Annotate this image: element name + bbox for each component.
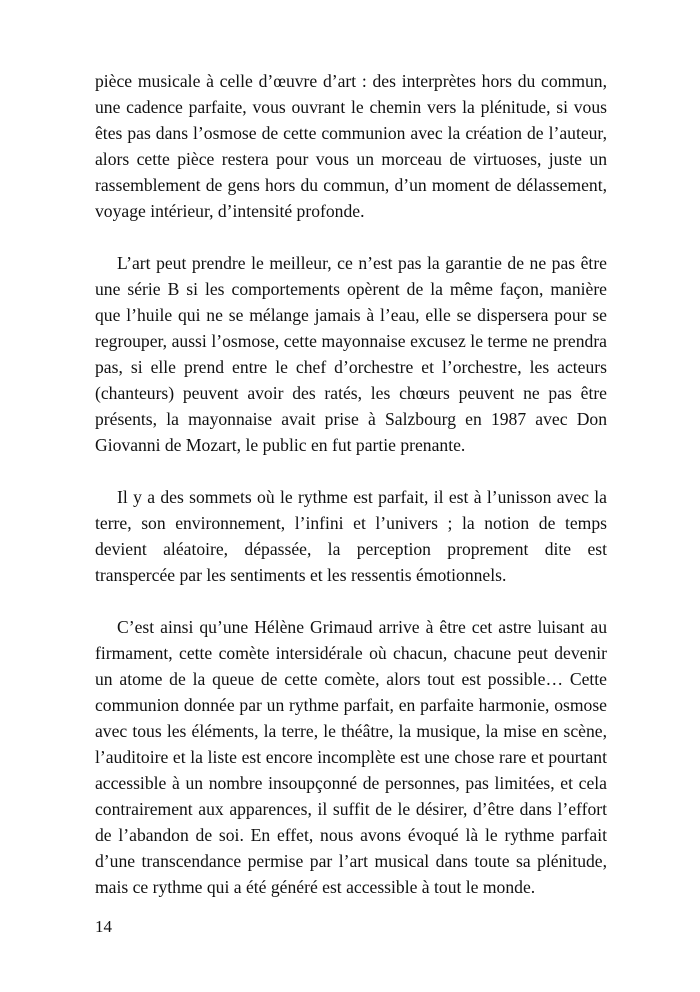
paragraph-continuation: pièce musicale à celle d’œuvre d’art : des interprètes hors du commun, une cadence parfaite, vous ouvrant le chemin vers la plénitude, si vous êtes pas dans l’osmose de cette communion avec la création de l’auteur, alors cette pièce restera pour vous un morceau de virtuoses, juste un rassemblement de gens hors du commun, d’un moment de délassement, voyage intérieur, d’intensité profonde. xyxy=(95,71,607,221)
paragraph-perfect-rhythm: Il y a des sommets où le rythme est parfait, il est à l’unisson avec la terre, son environnement, l’infini et l’univers ; la notion de temps devient aléatoire, dépassée, la perception proprement dite est transpercée par les sentiments et les ressentis émotionnels. xyxy=(95,487,607,585)
page-number: 14 xyxy=(95,917,112,936)
body-text xyxy=(95,68,607,900)
paragraph-helene-grimaud: C’est ainsi qu’une Hélène Grimaud arrive à être cet astre luisant au firmament, cette comète intersidérale où chacun, chacune peut devenir un atome de la queue de cette comète, alors tout est possible… Cette communion donnée par un rythme parfait, en parfaite harmonie, osmose avec tous les éléments, la terre, le théâtre, la musique, la mise en scène, l’auditoire et la liste est encore incomplète est une chose rare et pourtant accessible à un nombre insoupçonné de personnes, pas limitées, et cela contrairement aux apparences, il suffit de le désirer, d’être dans l’effort de l’abandon de soi. En effet, nous avons évoqué là le rythme parfait d’une transcendance permise par l’art musical dans toute sa plénitude, mais ce rythme qui a été généré est accessible à tout le monde. xyxy=(95,617,607,897)
paragraph-art-osmosis: L’art peut prendre le meilleur, ce n’est pas la garantie de ne pas être une série B si les comportements opèrent de la même façon, manière que l’huile qui ne se mélange jamais à l’eau, elle se dispersera pour se regrouper, aussi l’osmose, cette mayonnaise excusez le terme ne prendra pas, si elle prend entre le chef d’orchestre et l’orchestre, les acteurs (chanteurs) peuvent avoir des ratés, les chœurs peuvent ne pas être présents, la mayonnaise avait prise à Salzbourg en 1987 avec Don Giovanni de Mozart, le public en fut partie prenante. xyxy=(95,253,607,455)
